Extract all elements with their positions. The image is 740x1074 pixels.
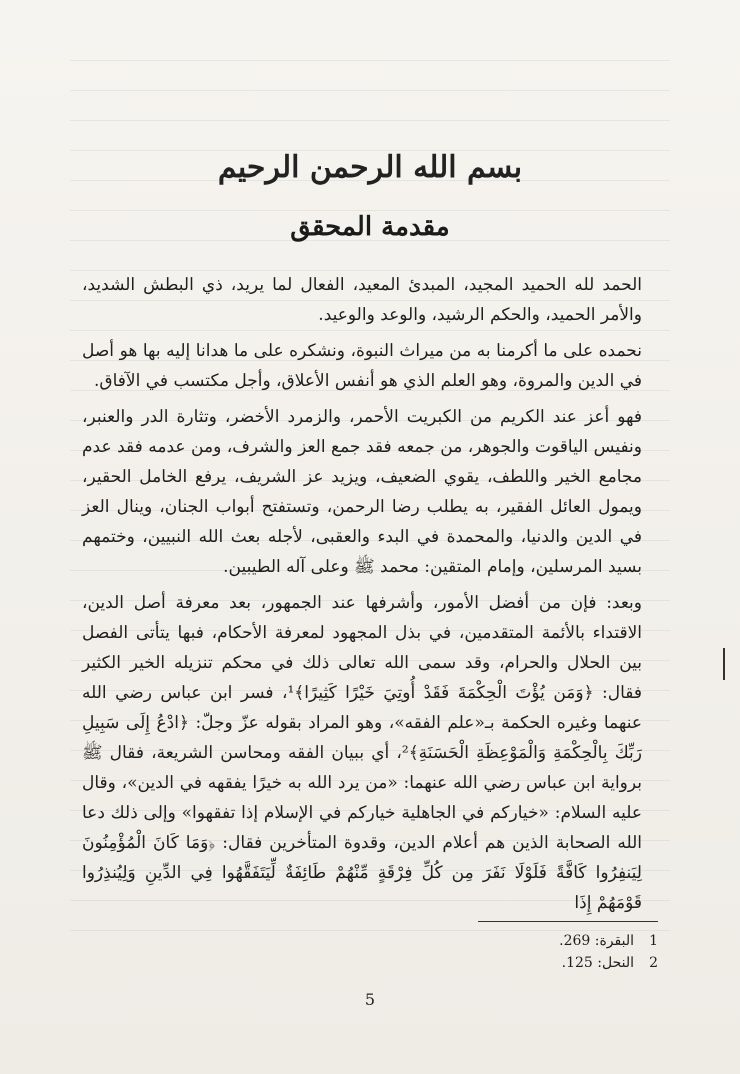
paragraph: فهو أعز عند الكريم من الكبريت الأحمر، والزمرد الأخضر، وتثارة الدر والعنبر، ونفيس الياقوت والجوهر، من جمعه فقد جمع العز والشرف، ومن عدمه فقد عدم مجامع الخير واللطف، يقوي الضعيف، ويزيد عز الشريف، يرفع الخامل الحقير، ويمول العائل الفقير، به يطلب رضا الرحمن، وتستفتح أبواب الجنان، وينال العز في الدين والدنيا، والمحمدة في البدء والعقبى، لأجله بعث الله النبيين، وختمهم بسيد المرسلين، وإمام المتقين: محمد ﷺ وعلى آله الطيبين. (82, 407, 642, 577)
footnote-text: النحل: 125. (561, 955, 634, 971)
page-title: مقدمة المحقق (290, 212, 450, 242)
footnote-text: البقرة: 269. (559, 933, 634, 949)
margin-mark (723, 648, 725, 680)
footnote (82, 952, 658, 974)
footnote-separator (478, 921, 658, 922)
footnotes (82, 930, 658, 974)
footnote-number: 1 (649, 933, 658, 949)
paragraph: وبعد: فإن من أفضل الأمور، وأشرفها عند الجمهور، بعد معرفة أصل الدين، الاقتداء بالأئمة المتقدمين، في بذل المجهود لمعرفة الأحكام، فبها يتأتى الفصل بين الحلال والحرام، وقد سمى الله تعالى ذلك في محكم تنزيله الخير الكثير فقال: ﴿وَمَن يُؤْتَ الْحِكْمَةَ فَقَدْ أُوتِيَ خَيْرًا كَثِيرًا﴾¹، فسر ابن عباس رضي الله عنهما وغيره الحكمة بـ«علم الفقه»، وهو المراد بقوله عزّ وجلّ: ﴿ادْعُ إِلَى سَبِيلِ رَبِّكَ بِالْحِكْمَةِ وَالْمَوْعِظَةِ الْحَسَنَةِ﴾²، أي ببيان الفقه ومحاسن الشريعة، فقال ﷺ برواية ابن عباس رضي الله عنهما: «من يرد الله به خيرًا يفقهه في الدين»، وقال عليه السلام: «خياركم في الجاهلية خياركم في الإسلام إذا تفقهوا» وإلى ذلك دعا الله الصحابة الذين هم أعلام الدين، وقدوة المتأخرين فقال: ﴿وَمَا كَانَ الْمُؤْمِنُونَ لِيَنفِرُوا كَافَّةً فَلَوْلَا نَفَرَ مِن كُلِّ فِرْقَةٍ مِّنْهُمْ طَائِفَةٌ لِّيَتَفَقَّهُوا فِي الدِّينِ وَلِيُنذِرُوا قَوْمَهُمْ إِذَا (82, 593, 642, 913)
basmala-calligraphy: بسم الله الرحمن الرحيم (217, 150, 523, 185)
paragraph: الحمد لله الحميد المجيد، المبدئ المعيد، الفعال لما يريد، ذي البطش الشديد، والأمر الحميد، والحكم الرشيد، والوعد والوعيد. (82, 275, 642, 325)
footnote (82, 930, 658, 952)
footnote-number: 2 (649, 955, 658, 971)
paragraph: نحمده على ما أكرمنا به من ميراث النبوة، ونشكره على ما هدانا إليه بها هو أصل في الدين والمروة، وهو العلم الذي هو أنفس الأعلاق، وأجل مكتسب في الآفاق. (82, 341, 642, 391)
page-number: 5 (364, 990, 376, 1009)
body-text (82, 270, 642, 924)
